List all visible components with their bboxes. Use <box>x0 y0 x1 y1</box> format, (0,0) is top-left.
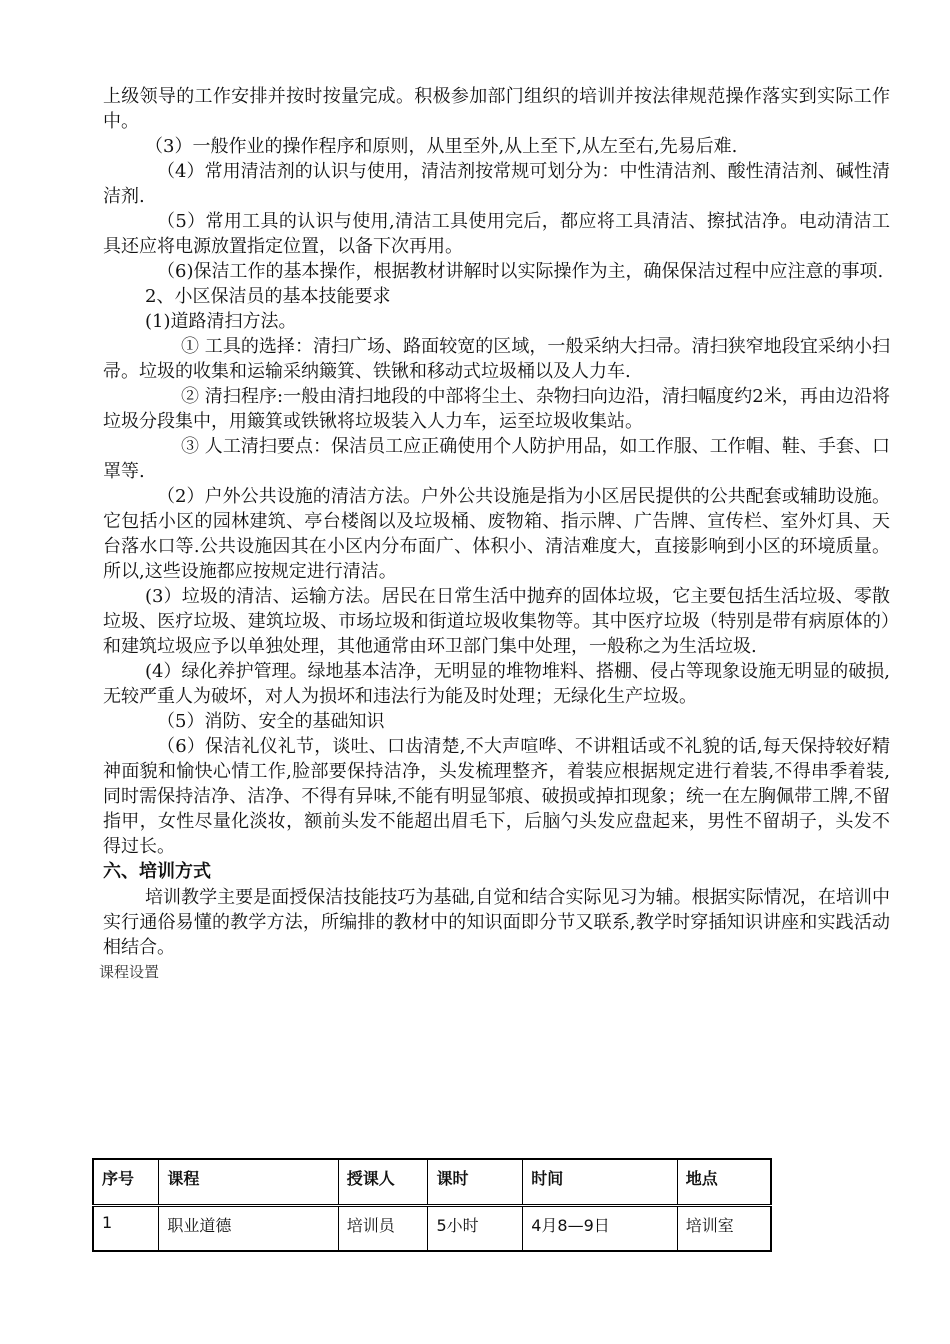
header-cell: 课程 <box>159 1159 338 1206</box>
table-cell: 职业道德 <box>159 1206 338 1252</box>
paragraph: (1)道路清扫方法。 <box>145 311 297 332</box>
paragraph: (3）垃圾的清洁、运输方法。居民在日常生活中抛弃的固体垃圾，它主要包括生活垃圾、零散垃圾、医疗垃圾、建筑垃圾、市场垃圾和街道垃圾收集物等。其中医疗垃圾（特别是带有病原体的）和建筑垃圾应予以单独处理，其他通常由环卫部门集中处理，一般称之为生活垃圾. <box>103 586 890 657</box>
document-body <box>99 84 890 982</box>
paragraph: ① 工具的选择：清扫广场、路面较宽的区域，一般采纳大扫帚。清扫狭窄地段宜采纳小扫帚。垃圾的收集和运输采纳簸箕、铁锹和移动式垃圾桶以及人力车. <box>103 336 890 382</box>
paragraph: （6）保洁礼仪礼节，谈吐、口齿清楚,不大声喧哗、不讲粗话或不礼貌的话,每天保持较好精神面貌和愉快心情工作,脸部要保持洁净，头发梳理整齐，着装应根据规定进行着装,不得串季着装,同时需保持洁净、洁净、不得有异味,不能有明显邹痕、破损或掉扣现象；统一在左胸佩带工牌,不留指甲，女性尽量化淡妆，额前头发不能超出眉毛下，后脑勺头发应盘起来，男性不留胡子，头发不得过长。 <box>103 736 890 857</box>
table-header-row <box>93 1159 771 1206</box>
table-cell: 4月8—9日 <box>523 1206 677 1252</box>
table-cell: 培训室 <box>677 1206 771 1252</box>
paragraph: （3）一般作业的操作程序和原则，从里至外,从上至下,从左至右,先易后难. <box>145 136 738 157</box>
paragraph: （2）户外公共设施的清洁方法。户外公共设施是指为小区居民提供的公共配套或辅助设施。它包括小区的园林建筑、亭台楼阁以及垃圾桶、废物箱、指示牌、广告牌、宣传栏、室外灯具、天台落水口等.公共设施因其在小区内分布面广、体积小、清洁难度大，直接影响到小区的环境质量。所以,这些设施都应按规定进行清洁。 <box>103 486 890 582</box>
subsection-title: 2、小区保洁员的基本技能要求 <box>145 286 391 307</box>
section-heading: 六、培训方式 <box>103 861 211 882</box>
paragraph: ③ 人工清扫要点：保洁员工应正确使用个人防护用品，如工作服、工作帽、鞋、手套、口罩等. <box>103 436 890 482</box>
table-cell: 培训员 <box>338 1206 428 1252</box>
paragraph: （5）消防、安全的基础知识 <box>157 711 385 732</box>
table-row <box>93 1206 771 1252</box>
paragraph: （6)保洁工作的基本操作，根据教材讲解时以实际操作为主，确保保洁过程中应注意的事项. <box>157 261 884 282</box>
paragraph: (4）绿化养护管理。绿地基本洁净，无明显的堆物堆料、搭棚、侵占等现象设施无明显的破损,无较严重人为破坏，对人为损坏和违法行为能及时处理；无绿化生产垃圾。 <box>103 661 890 707</box>
header-cell: 授课人 <box>338 1159 428 1206</box>
paragraph: （4）常用清洁剂的认识与使用，清洁剂按常规可划分为：中性清洁剂、酸性清洁剂、碱性清洁剂. <box>103 161 890 207</box>
table-cell: 1 <box>93 1206 159 1252</box>
paragraph: （5）常用工具的认识与使用,清洁工具使用完后，都应将工具清洁、擦拭洁净。电动清洁工具还应将电源放置指定位置，以备下次再用。 <box>103 211 890 257</box>
header-cell: 时间 <box>523 1159 677 1206</box>
header-cell: 课时 <box>428 1159 523 1206</box>
paragraph: ② 清扫程序:一般由清扫地段的中部将尘土、杂物扫向边沿，清扫幅度约2米，再由边沿将垃圾分段集中，用簸箕或铁锹将垃圾装入人力车，运至垃圾收集站。 <box>103 386 890 432</box>
table-cell: 5小时 <box>428 1206 523 1252</box>
header-cell: 地点 <box>677 1159 771 1206</box>
header-cell: 序号 <box>93 1159 159 1206</box>
paragraph: 上级领导的工作安排并按时按量完成。积极参加部门组织的培训并按法律规范操作落实到实际工作中。 <box>103 86 890 132</box>
table-caption: 课程设置 <box>99 963 160 981</box>
course-table <box>92 1158 772 1252</box>
training-paragraph: 培训教学主要是面授保洁技能技巧为基础,自觉和结合实际见习为辅。根据实际情况，在培训中实行通俗易懂的教学方法，所编排的教材中的知识面即分节又联系,教学时穿插知识讲座和实践活动相结合。 <box>103 887 890 958</box>
